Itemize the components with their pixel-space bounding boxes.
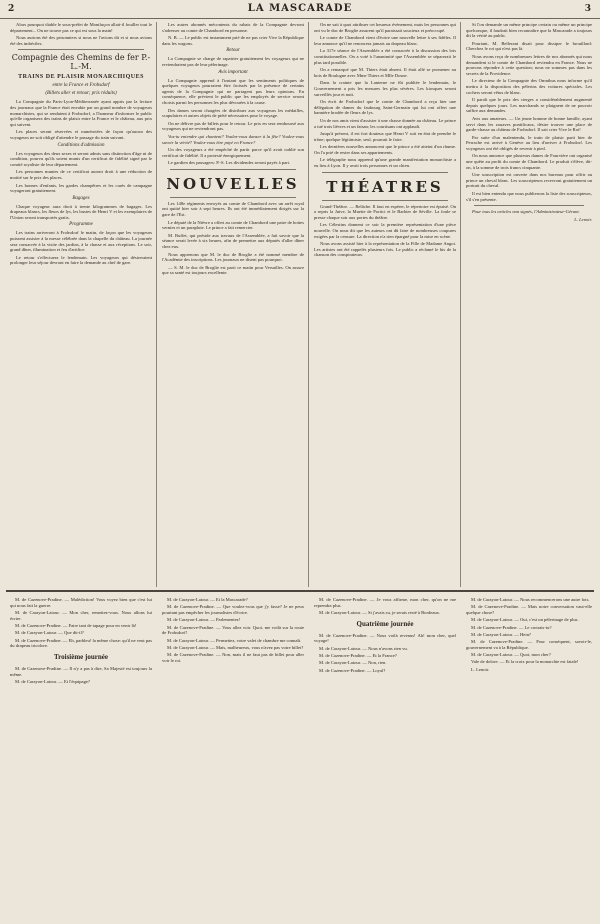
paragraph: Avis aux amateurs. — Un jeune homme de bonne famille, ayant servi dans les zouaves pontificaux, désire trouver une place de garde-chasse au château de Frohsdorf. Il sait crier Vive le Roi! <box>466 115 592 133</box>
dialogue-column-2 <box>162 597 304 917</box>
paragraph: La 317e séance de l'Assemblée a été consacrée à la discussion des lois constitutionnelles. On a voté à l'unanimité que l'Assemblée se séparerait le plus tard possible. <box>314 48 456 65</box>
dialogue-line: M. de Cazenove-Pradine. — Vous allez voir. Quoi, me voilà sur la route de Frohsdorf! <box>162 624 304 636</box>
dialogue-line: M. de Cazenove-Pradine. — Mais notre conversation vaut-elle quelque chose? <box>466 604 592 615</box>
paragraph: Nous apprenons que M. le duc de Broglie a été nommé membre de l'Académie des inscriptions. Les journaux ne disent pas pourquoi. <box>162 251 304 263</box>
section-heading: Retour <box>226 48 240 54</box>
dialogue-line: M. de Cazenove-Pradine. — Que voulez-vous que j'y fasse? Je ne peux pourtant pas empêcher les journalistes d'écrire. <box>162 604 304 615</box>
paragraph: Les personnes munies de ce certificat auront droit à une réduction de moitié sur le prix des places. <box>10 169 152 180</box>
newspaper-title: LA MASCARADE <box>247 3 353 14</box>
signature: L. Lenoir. <box>471 666 490 672</box>
dialogue-line: M. de Carayon-Latour. — Que dit-il? <box>15 630 84 636</box>
paragraph: Les places seront réservées et numérotées de façon qu'aucun des voyageurs ne soit obligé d'attendre le passage du train suivant. <box>10 129 152 140</box>
dialogue-line: M. de Carayon-Latour. — Nous n'avons rien vu. <box>319 645 408 651</box>
paragraph: Par suite d'un malentendu, le train de plaisir parti hier de Perrache est arrivé à Genève au lieu d'arriver à Frohsdorf. Les voyageurs ont été obligés de revenir à pied. <box>466 134 592 151</box>
dialogue-line: M. de Carayon-Latour. — Permettez, votre valet de chambre me connaît. <box>167 637 302 643</box>
dialogue-line: M. de Carayon-Latour. — Oui, c'est un pèlerinage de plus. <box>471 617 579 623</box>
dialogue-line: M. de Cazenove-Pradine. — Il n'y a pas à dire, Sa Majesté est toujours la même. <box>10 666 152 677</box>
paragraph: Le gardien des passagers: P.-S. Les dividendes seront payés à part. <box>168 160 291 166</box>
paragraph: Grand-Théâtre. — Relâche. Il faut en espérer, le répertoire est épuisé. On a repris la Juive, la Muette de Portici et le Barbier de Séville. La foule se presse chaque soir aux portes du théâtre. <box>314 203 456 220</box>
paragraph: Vos-tu entendre qui chantent? Voulez-vous danser à la fête? Voulez-vous savoir la vérité? Voulez-vous être payé en France? <box>162 133 304 145</box>
paragraph: Un de nos amis vient d'assister à une chasse donnée au château. Le prince a tué trois lièvres et un faisan; les courtisans ont applaudi. <box>314 117 456 129</box>
dialogue-line: M. de Carayon-Latour. — Quoi, mon cher? <box>471 652 551 658</box>
paragraph: On ne sait à quoi attribuer cet heureux événement, mais les personnes qui ont vu le duc de Broglie assurent qu'il paraissait soucieux et préoccupé. <box>314 22 456 33</box>
dialogue-line: M. de Cazenove-Pradine. — Faire tant de tapage pour en venir là! <box>15 623 137 628</box>
paragraph: La Compagnie apprend à l'instant que les sentiments politiques de quelques voyageurs pourraient être froissés par la présence de certains agents de la Compagnie qui ne partagent pas leurs opinions. En conséquence, elle prévient le public que les employés de service seront choisis parmi les personnes les plus dévouées à la cause. <box>162 77 304 105</box>
paragraph: La Compagnie du Paris-Lyon-Méditerranée ayant appris par la lecture des journaux que la France était envahie par un grand nombre de voyageurs monarchistes, qui se rendaient à Frohsdorf, a l'honneur d'informer le public qu'elle organisera des trains de plaisir entre la France et le château, aux prix qui suivent. <box>10 99 152 127</box>
dialogue-line: M. de Cazenove-Pradine. — Non, mais il ne faut pas de billet pour aller voir le roi. <box>162 652 304 663</box>
paragraph: La Compagnie se charge de rapatrier gratuitement les voyageurs qui ne reviendraient pas de leur pèlerinage. <box>162 56 304 67</box>
paragraph: On nous annonce que plusieurs dames de Fourvière ont organisé une quête au profit du comte de Chambord. Le produit s'élève, dit-on, à la somme de trois francs cinquante. <box>466 153 592 170</box>
divider <box>170 169 296 170</box>
paragraph: Le télégraphe nous apprend qu'une grande manifestation monarchiste a eu lieu à Lyon. Il y avait trois personnes et un chien. <box>314 157 456 169</box>
dialogue-line: M. de Carayon-Latour. — Parlementez! <box>167 617 241 623</box>
column-2 <box>162 22 304 587</box>
dialogue-line: M. de Carayon-Latour. — Et la Mascarade? <box>167 597 248 602</box>
paragraph: Les autres abonnés mécontents du rabais de la Compagnie devront s'adresser au comte de Chambord en personne. <box>162 22 304 33</box>
article-heading: TRAINS DE PLAISIR MONARCHIQUES <box>18 74 144 81</box>
column-divider <box>156 22 157 587</box>
paragraph: Les dernières nouvelles annoncent que le prince a été atteint d'un rhume. On l'a prié de rester dans ses appartements. <box>314 144 456 155</box>
paragraph: Nous avons reçu de nombreuses lettres de nos abonnés qui nous demandent si le comte de Chambord reviendra en France. Nous ne pouvons répondre à cette question; nous ne sommes pas dans les secrets de la Providence. <box>466 53 592 76</box>
dialogue-line: M. de Cazenove-Pradine. — Pour conséquent, savoir-le, gouvernement va à la République. <box>466 639 592 650</box>
paragraph: Jusqu'à présent, il est fort douteux que Henri V soit en état de prendre le trône; quelque légitimiste, seul, pourrait le faire. <box>314 131 456 142</box>
signature: L. Lenoir. <box>574 216 592 222</box>
dialogue-column-1 <box>10 597 152 917</box>
dialogue-line: Vale de dolore. — Et la croix pour la monarchie est fatale! <box>471 659 579 665</box>
article-title: Compagnie des Chemins de fer P.-L.-M. <box>11 53 151 72</box>
dialogue-line: M. de Cazenove-Pradine. — Le croirais-tu? <box>471 624 552 630</box>
column-1 <box>10 22 152 587</box>
paragraph: Nous aurions été des prisonniers si nous ne l'avions dit et si nous avions été des imbéciles. <box>10 35 152 46</box>
column-4 <box>466 22 592 587</box>
paragraph: On écrit de Frohsdorf que le comte de Chambord a reçu hier une délégation de dames du faubourg Saint-Germain qui lui ont offert une bannière brodée de fleurs de lys. <box>314 99 456 116</box>
divider <box>170 197 296 198</box>
paragraph: M. Buffet, qui préside aux travaux de l'Assemblée, a fait savoir que la séance serait levée à six heures, afin de permettre aux députés d'aller dîner chez eux. <box>162 232 304 250</box>
divider <box>322 200 448 201</box>
column-divider <box>460 22 461 587</box>
paragraph: Des dames seront chargées de distribuer aux voyageurs les médailles, scapulaires et autres objets de piété nécessaires pour le voyage. <box>162 107 304 119</box>
paragraph: Le directeur de la Compagnie des Omnibus nous informe qu'il mettra à la disposition des pèlerins des voitures spéciales. Les cochers seront vêtus de blanc. <box>466 78 592 95</box>
paragraph: Un des voyageurs a été empêché de partir parce qu'il avait oublié son certificat de fidélité. Il a protesté énergiquement. <box>162 147 304 158</box>
dialogue-line: M. de Carayon-Latour. — Mon cher, remettez-vous. Nous allons lui écrire. <box>10 610 152 621</box>
dialogue-line: M. de Cazenove-Pradine. — Je vous affirme, mon cher, qu'on ne me reprendra plus. <box>314 597 456 608</box>
divider <box>474 205 584 206</box>
section-title-nouvelles: NOUVELLES <box>166 174 300 193</box>
paragraph: On ne délivre pas de billets pour le retour. Le prix en sera remboursé aux voyageurs qui ne reviendront pas. <box>162 120 304 132</box>
dialogue-line: M. de Cazenove-Pradine. — Eh, parbleu! la même chose: qu'il ne veut pas du drapeau tricolore. <box>10 637 152 649</box>
paragraph: Les voyageurs des deux sexes et seront admis sans distinction d'âge ni de condition, pourvu qu'ils soient munis d'un certificat de fidélité signé par le comité royaliste de leur département. <box>10 150 152 167</box>
paragraph: Les 148e régiments envoyés au comte de Chambord avec un arrêt royal ont quitté hier soir à sept heures. Ils ont été immédiatement dirigés sur la gare de l'Est. <box>162 200 304 218</box>
paragraph: Il paraît que le prix des cierges a considérablement augmenté depuis quelques jours. Les marchands se plaignent de ne pouvoir suffire aux demandes. <box>466 97 592 114</box>
paragraph: Le député de la Nièvre a offert au comte de Chambord une paire de bottes vernies et un parapluie. Le prince a fait remercier. <box>162 219 304 231</box>
dialogue-line: M. de Cazenove-Pradine. — Loyal? <box>319 667 386 673</box>
dialogue-line: M. de Carayon-Latour. — Non, rien. <box>319 660 387 666</box>
paragraph: Pourtant, M. Bellerant disait pour dissiper le brouillard: Cherchez le roi qui n'est pas là. <box>466 40 592 52</box>
dialogue-line: M. de Cazenove-Pradine. — Et la France? <box>319 653 397 658</box>
dialogue-column-3 <box>314 597 456 917</box>
act-heading: Troisième journée <box>54 653 108 661</box>
paragraph: On a remarqué que M. Thiers était absent. Il était allé se promener au bois de Boulogne avec Mme Thiers et Mlle Dosne. <box>314 67 456 78</box>
paragraph: Une souscription est ouverte dans nos bureaux pour offrir au prince un cheval blanc. Les souscripteurs recevront gratuitement un portrait du cheval. <box>466 172 592 189</box>
paragraph: Les Célestins donnent ce soir la première représentation d'une pièce nouvelle. On nous dit que les auteurs ont dû faire de nombreuses coupures exigées par la censure. La direction n'a rien épargné pour la mise en scène. <box>314 222 456 239</box>
paragraph: — S. M. le duc de Broglie est parti ce matin pour Versailles. On assure que sa santé est toujours excellente. <box>162 264 304 276</box>
section-heading: Bagages <box>72 195 90 201</box>
section-heading: Avis important <box>218 69 248 75</box>
paragraph: Il est bien entendu que nous publierons la liste des souscripteurs, s'il s'en présente. <box>466 191 592 202</box>
dialogue-line: M. de Carayon-Latour. — Si j'avais su, je serais resté à Bordeaux. <box>319 610 441 615</box>
divider <box>18 49 144 50</box>
section-heading: Programme <box>69 222 93 228</box>
paragraph: Le comte de Chambord vient d'écrire une nouvelle lettre à ses fidèles. Il leur annonce qu'il ne renoncera jamais au drapeau blanc. <box>314 35 456 46</box>
paragraph: Dans la crainte que la Lanterne ne fût publiée le lendemain, le Gouvernement a pris les mesures les plus sévères. Les kiosques seront surveillés jour et nuit. <box>314 80 456 97</box>
paragraph: Les trains arriveront à Frohsdorf le matin, de façon que les voyageurs puissent assister à la messe célébrée dans la chapelle du château. La journée sera consacrée à la visite des jardins, à la chasse et aux réceptions. Le soir, grand dîner, illumination et feu d'artifice. <box>10 230 152 253</box>
dialogue-line: M. de Cazenove-Pradine. — Malédiction! Vous voyez bien que c'est lui qui nous fait la guerre. <box>10 597 152 608</box>
paragraph: Chaque voyageur aura droit à trente kilogrammes de bagages. Les drapeaux blancs, les fleurs de lys, les bustes de Henri V et les exemplaires de l'Union seront transportés gratis. <box>10 203 152 220</box>
paragraph: Si l'on demande un même principe certain ou même un principe quelconque, il faudrait bien reconnaître que la Mascarade a toujours dit la vérité au public. <box>466 22 592 39</box>
dialogue-line: M. de Carayon-Latour. — Et l'équipage? <box>15 679 90 684</box>
dialogue-line: M. de Cazenove-Pradine. — Nous voilà revenus! Ah! mon cher, quel voyage! <box>314 632 456 644</box>
divider <box>322 172 448 173</box>
paragraph: Les bonnes d'enfants, les gardes champêtres et les curés de campagne voyageront gratuitement. <box>10 182 152 194</box>
column-divider <box>308 22 309 587</box>
feuilleton-rule <box>6 590 594 592</box>
article-subheading: entre la France et Frohsdorf <box>52 83 110 89</box>
paragraph: Alors pourquoi diable le sous-préfet de Montluçon allait-il fouiller tout le département... On ne trouve pas ce qui est sous la main! <box>10 22 152 33</box>
dialogue-line: M. de Carayon-Latour. — Mais, malheureux, vous n'avez pas votre billet? <box>167 644 304 650</box>
dialogue-line: M. de Carayon-Latour. — Hein? <box>471 631 531 637</box>
dialogue-line: M. de Carayon-Latour. — Nous recommencerons une autre fois. <box>471 597 590 602</box>
page-number-right: 3 <box>584 4 592 14</box>
gerant-note: Pour tous les articles non signés, l'Administrateur-Gérant. <box>472 209 580 215</box>
act-heading: Quatrième journée <box>356 619 414 628</box>
section-title-theatres: THÉATRES <box>326 177 444 196</box>
paragraph: Nous avons assisté hier à la représentation de la Fille de Madame Angot. Les artistes ont été rappelés plusieurs fois. Le public a réclamé le bis de la chanson des conspirateurs. <box>314 241 456 258</box>
article-note: (Billets aller et retour; prix réduits) <box>45 91 117 97</box>
page-number-left: 2 <box>8 4 16 14</box>
column-3 <box>314 22 456 587</box>
section-heading: Conditions d'admission <box>57 142 105 148</box>
paragraph: Le retour s'effectuera le lendemain. Les voyageurs qui désireraient prolonger leur séjour devront en faire la demande au chef de gare. <box>10 254 152 266</box>
paragraph: N. B. — Le public est instamment prié de ne pas crier Vive la République dans les wagons. <box>162 35 304 46</box>
dialogue-column-4 <box>466 597 592 917</box>
masthead <box>0 0 600 19</box>
